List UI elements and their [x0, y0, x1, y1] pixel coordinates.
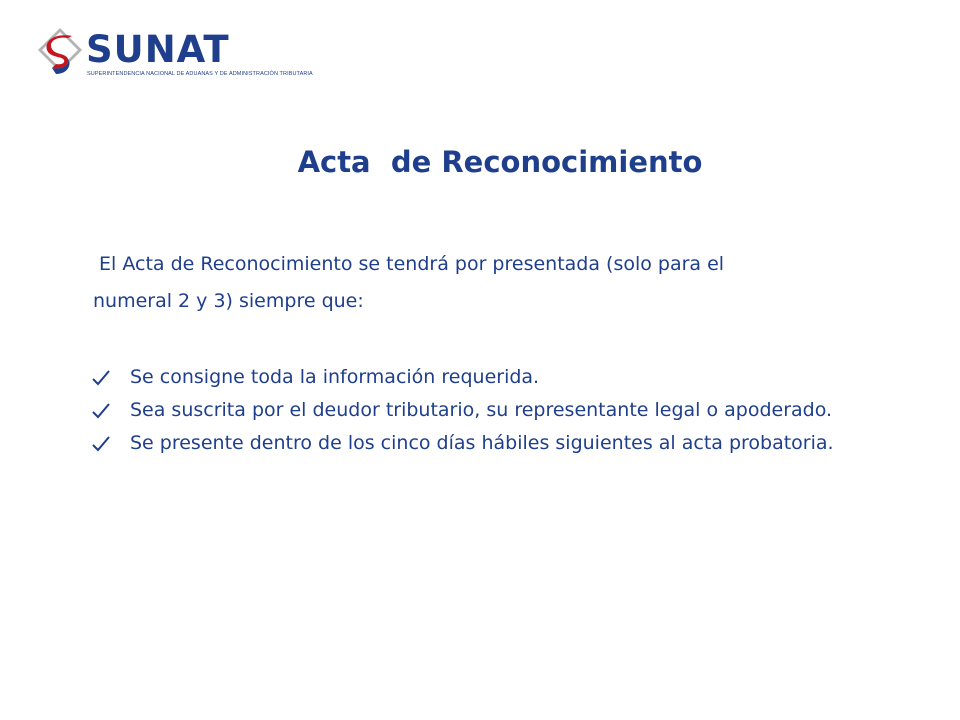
- check-icon: [92, 436, 110, 452]
- intro-line-2: numeral 2 y 3) siempre que:: [93, 290, 364, 312]
- logo-wordmark: SUNAT: [86, 28, 230, 71]
- conditions-list: [90, 362, 880, 461]
- check-icon: [92, 370, 110, 386]
- page-title: Acta de Reconocimiento: [297, 145, 703, 179]
- condition-text: Se consigne toda la información requerida.: [130, 366, 540, 388]
- check-icon: [92, 403, 110, 419]
- list-item: [90, 362, 880, 392]
- sunat-logo: [38, 28, 313, 82]
- sunat-emblem-icon: [38, 28, 82, 80]
- intro-paragraph: [93, 246, 893, 320]
- list-item: [90, 428, 880, 458]
- list-item: [90, 395, 880, 425]
- logo-tagline: SUPERINTENDENCIA NACIONAL DE ADUANAS Y DE ADMINISTRACIÓN TRIBUTARIA: [87, 71, 313, 77]
- intro-line-1: El Acta de Reconocimiento se tendrá por presentada (solo para el: [93, 253, 725, 275]
- condition-text: Se presente dentro de los cinco días hábiles siguientes al acta probatoria.: [130, 432, 834, 454]
- condition-text: Sea suscrita por el deudor tributario, su representante legal o apoderado.: [130, 399, 833, 421]
